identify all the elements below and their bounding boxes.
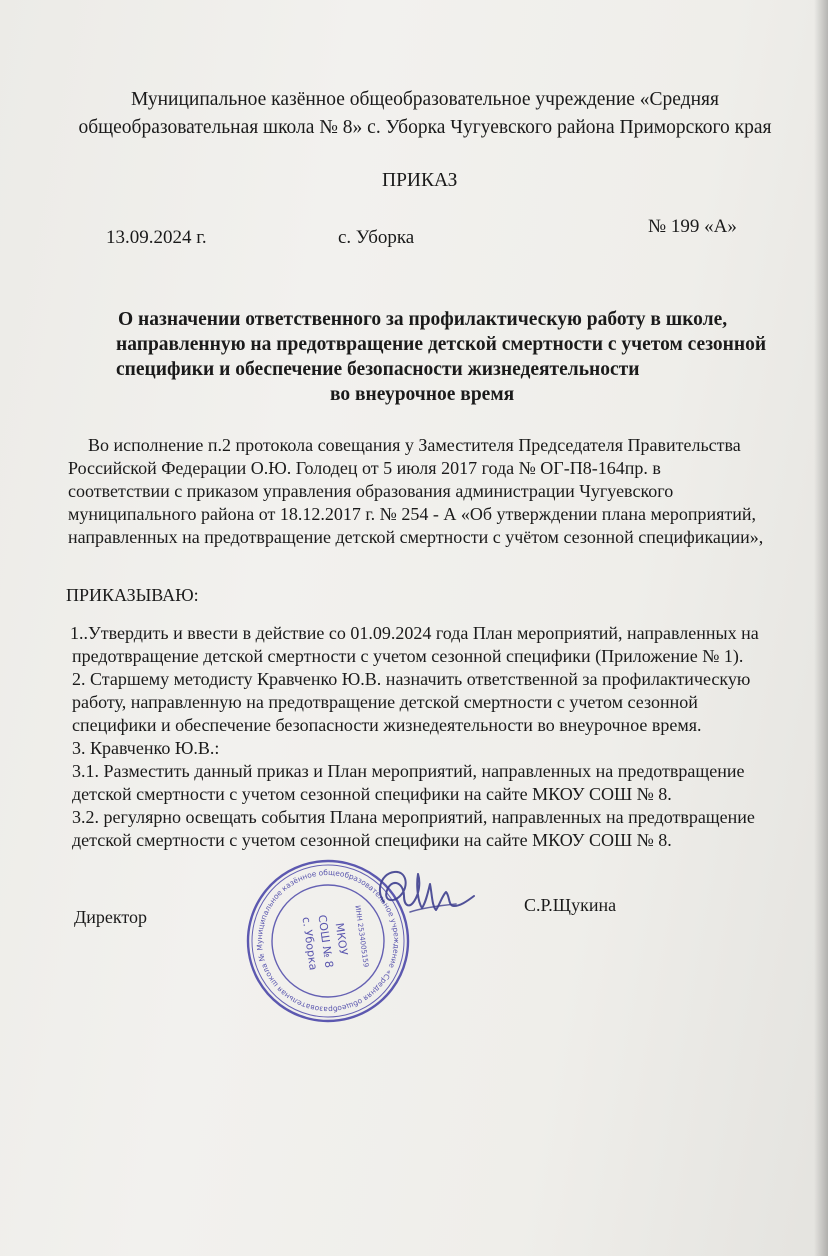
stamp-outer-text: Муниципальное казённое общеобразовательное учреждение «Средняя общеобразовательная школа № 8» с. Уборка Чугуевского района Приморского края bbox=[233, 862, 402, 1015]
item-line-5: специфики и обеспечение безопасности жизнедеятельности во внеурочное время. bbox=[72, 715, 702, 735]
stamp-center-2: СОШ № 8 bbox=[315, 913, 336, 969]
item-line-7: 3.1. Разместить данный приказ и План мероприятий, направленных на предотвращение bbox=[72, 761, 745, 781]
order-title: ПРИКАЗ bbox=[382, 170, 458, 191]
heading-line-3: специфики и обеспечение безопасности жизнедеятельности bbox=[116, 359, 640, 380]
item-line-2: предотвращение детской смертности с учетом сезонной специфики (Приложение № 1). bbox=[72, 646, 744, 666]
preamble-line-5: направленных на предотвращение детской смертности с учётом сезонной спецификации», bbox=[68, 527, 764, 547]
header-line-2: общеобразовательная школа № 8» с. Уборка Чугуевского района Приморского края bbox=[78, 117, 772, 138]
preamble-line-4: муниципального района от 18.12.2017 г. № 254 - А «Об утверждении плана мероприятий, bbox=[68, 504, 757, 524]
item-line-6: 3. Кравченко Ю.В.: bbox=[72, 738, 220, 758]
item-line-10: детской смертности с учетом сезонной специфики на сайте МКОУ СОШ № 8. bbox=[72, 830, 672, 850]
signatory-position: Директор bbox=[74, 907, 148, 927]
order-place: с. Уборка bbox=[338, 227, 415, 248]
item-line-1: 1..Утвердить и ввести в действие со 01.09.2024 года План мероприятий, направленных на bbox=[70, 623, 759, 643]
stamp-center-3: с. Уборка bbox=[299, 916, 320, 972]
command-word: ПРИКАЗЫВАЮ: bbox=[66, 585, 199, 605]
preamble-line-1: Во исполнение п.2 протокола совещания у Заместителя Председателя Правительства bbox=[88, 435, 741, 455]
stamp-inn: ИНН 2534005159 bbox=[353, 904, 370, 968]
heading-line-4: во внеурочное время bbox=[330, 384, 515, 405]
heading-line-1: О назначении ответственного за профилактическую работу в школе, bbox=[118, 309, 728, 330]
header-line-1: Муниципальное казённое общеобразовательное учреждение «Средняя bbox=[131, 89, 719, 110]
order-number: № 199 «А» bbox=[648, 216, 737, 237]
item-line-4: работу, направленную на предотвращение детской смертности с учетом сезонной bbox=[72, 692, 698, 712]
signatory-name: С.Р.Щукина bbox=[524, 895, 617, 915]
preamble-line-2: Российской Федерации О.Ю. Голодец от 5 июля 2017 года № ОГ-П8-164пр. в bbox=[68, 458, 661, 478]
item-line-8: детской смертности с учетом сезонной специфики на сайте МКОУ СОШ № 8. bbox=[72, 784, 672, 804]
item-line-9: 3.2. регулярно освещать события Плана мероприятий, направленных на предотвращение bbox=[72, 807, 755, 827]
stamp-center-1: МКОУ bbox=[332, 922, 351, 957]
preamble-line-3: соответствии с приказом управления образования администрации Чугуевского bbox=[68, 481, 674, 501]
handwritten-signature bbox=[370, 862, 480, 927]
heading-line-2: направленную на предотвращение детской смертности с учетом сезонной bbox=[116, 334, 767, 355]
signature-graphic bbox=[370, 862, 480, 927]
item-line-3: 2. Старшему методисту Кравченко Ю.В. назначить ответственной за профилактическую bbox=[72, 669, 751, 689]
institution-header bbox=[40, 86, 810, 142]
page-edge-shadow bbox=[814, 0, 828, 1256]
order-date: 13.09.2024 г. bbox=[106, 227, 207, 248]
